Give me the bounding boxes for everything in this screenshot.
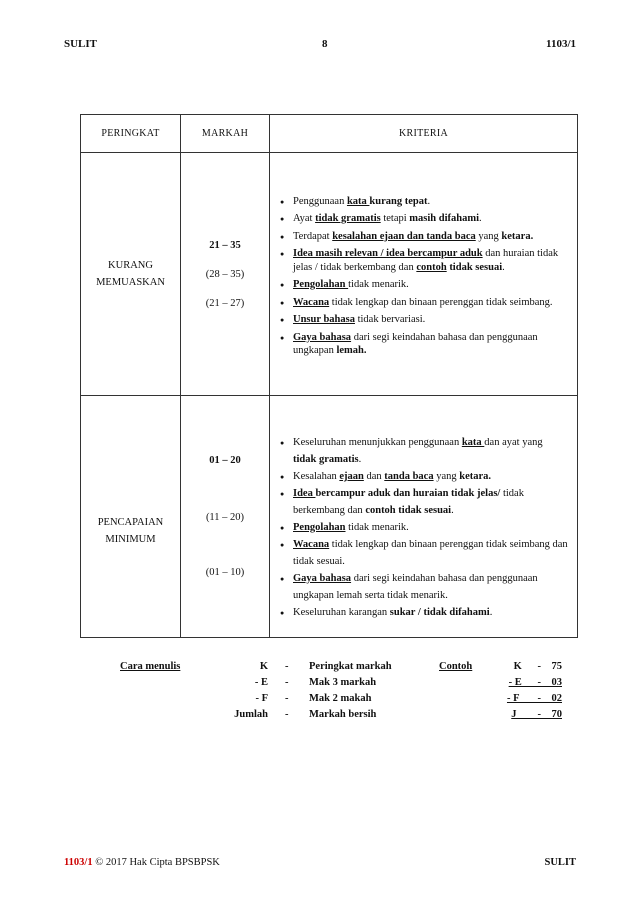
- col-header-peringkat: PERINGKAT: [81, 115, 181, 153]
- kriteria-cell: [270, 153, 578, 396]
- cara-a: - E: [254, 677, 268, 688]
- kriteria-item: [293, 278, 568, 292]
- kriteria-item: [293, 212, 568, 226]
- markah-subrange: (21 – 27): [205, 297, 245, 309]
- table-row: [81, 396, 578, 638]
- cara-b: Mak 2 makah: [309, 693, 372, 704]
- kriteria-text: Penggunaan: [293, 195, 347, 207]
- kriteria-text: contoh tidak sesuai: [365, 505, 452, 516]
- kriteria-text: tidak bervariasi.: [354, 314, 426, 325]
- kriteria-text: Unsur bahasa: [293, 314, 355, 325]
- kriteria-text: contoh: [416, 261, 447, 273]
- peringkat-line: MINIMUM: [105, 533, 156, 545]
- peringkat-cell: [81, 153, 181, 396]
- cara-b: Markah bersih: [309, 709, 377, 720]
- kriteria-text: ejaan: [339, 471, 364, 482]
- markah-subrange: (01 – 10): [205, 567, 245, 578]
- kriteria-text: .: [489, 607, 493, 618]
- kriteria-text: kurang tepat: [369, 195, 428, 207]
- cara-dash: -: [285, 693, 289, 704]
- kriteria-item: [293, 434, 568, 468]
- peringkat-cell: [81, 396, 181, 638]
- kriteria-text: Idea: [293, 488, 316, 499]
- kriteria-cell: [270, 396, 578, 638]
- kriteria-text: Wacana: [293, 539, 330, 550]
- kriteria-text: Pengolahan: [293, 522, 346, 533]
- kriteria-item: [293, 570, 568, 604]
- kriteria-text: dari segi keindahan bahasa dan penggunaan ungkapan lemah serta tidak menarik.: [293, 573, 538, 601]
- kriteria-text: .: [479, 213, 482, 224]
- kriteria-text: ketara.: [459, 471, 492, 482]
- kriteria-text: Kesalahan: [293, 471, 340, 482]
- kriteria-text: kesalahan ejaan dan tanda baca: [332, 230, 476, 242]
- kriteria-item: [293, 195, 568, 209]
- col-header-kriteria: KRITERIA: [270, 115, 578, 153]
- kriteria-text: tidak berkembang dan: [293, 488, 524, 516]
- kriteria-text: .: [358, 454, 362, 465]
- footer-code: 1103/1: [64, 857, 93, 868]
- table-row: [81, 153, 578, 396]
- kriteria-text: tidak menarik.: [348, 279, 409, 290]
- markah-range: 21 – 35: [209, 239, 241, 251]
- kriteria-text: tidak lengkap dan binaan perenggan tidak seimbang dan tidak sesuai.: [293, 539, 568, 567]
- kriteria-text: Ayat: [293, 213, 316, 224]
- cara-a: Jumlah: [234, 709, 268, 720]
- kriteria-text: Terdapat: [293, 230, 333, 242]
- contoh-line: - F - 02: [506, 693, 562, 704]
- kriteria-text: ketara.: [501, 230, 534, 242]
- kriteria-text: tetapi: [380, 213, 410, 224]
- kriteria-text: tidak sesuai: [449, 261, 503, 273]
- cara-dash: -: [285, 709, 289, 720]
- kriteria-item: [293, 604, 568, 621]
- page-number: 8: [322, 38, 328, 50]
- criteria-table: [80, 114, 578, 638]
- kriteria-text: yang: [475, 230, 502, 242]
- kriteria-text: Keseluruhan menunjukkan penggunaan: [293, 437, 462, 448]
- markah-cell: [181, 396, 270, 638]
- kriteria-text: Idea masih relevan / idea bercampur aduk: [293, 248, 483, 259]
- kriteria-item: [293, 485, 568, 519]
- peringkat-line: KURANG: [108, 260, 153, 271]
- kriteria-text: dari segi keindahan bahasa dan penggunaan ungkapan: [293, 331, 538, 356]
- kriteria-text: bercampur aduk dan huraian tidak jelas/: [315, 488, 501, 499]
- cara-dash: -: [285, 677, 289, 688]
- footer-text: © 2017 Hak Cipta BPSBPSK: [92, 857, 220, 868]
- markah-subrange: (11 – 20): [205, 512, 245, 523]
- cara-a: K: [259, 661, 268, 672]
- cara-b: Peringkat markah: [309, 661, 392, 672]
- markah-subrange: (28 – 35): [205, 268, 245, 280]
- kriteria-text: dan huraian tidak jelas / tidak berkembang dan: [293, 248, 559, 273]
- kriteria-list: [271, 187, 576, 358]
- kriteria-item: [293, 230, 568, 244]
- kriteria-list: [271, 412, 576, 621]
- kriteria-item: [293, 468, 568, 485]
- kriteria-text: dan ayat yang: [484, 437, 543, 448]
- kriteria-text: dan: [363, 471, 385, 482]
- peringkat-line: PENCAPAIAN: [97, 516, 164, 528]
- kriteria-text: tidak gramatis: [293, 454, 359, 465]
- contoh-line: J - 70: [511, 709, 562, 720]
- kriteria-text: lemah.: [336, 345, 367, 356]
- kriteria-text: Gaya bahasa: [293, 331, 352, 343]
- kriteria-item: [293, 247, 568, 274]
- cara-b: Mak 3 markah: [309, 677, 377, 688]
- cara-menulis-label: Cara menulis: [120, 661, 181, 672]
- kriteria-text: masih difahami: [409, 213, 480, 224]
- markah-range: 01 – 20: [209, 455, 241, 466]
- kriteria-item: [293, 519, 568, 536]
- kriteria-text: Gaya bahasa: [293, 573, 352, 584]
- kriteria-text: tidak gramatis: [315, 213, 381, 224]
- cara-a: - F: [255, 693, 268, 704]
- contoh-line: - E - 03: [508, 677, 562, 688]
- peringkat-line: MEMUASKAN: [96, 277, 165, 288]
- cara-dash: -: [285, 661, 289, 672]
- kriteria-item: [293, 296, 568, 310]
- kriteria-text: sukar / tidak difahami: [389, 607, 490, 618]
- kriteria-item: [293, 313, 568, 327]
- header-right: 1103/1: [546, 38, 576, 50]
- kriteria-text: tanda baca: [384, 471, 434, 482]
- kriteria-item: [293, 536, 568, 570]
- kriteria-item: [293, 331, 568, 358]
- kriteria-text: tidak menarik.: [345, 522, 409, 533]
- header-left: SULIT: [64, 38, 98, 50]
- kriteria-text: tidak lengkap dan binaan perenggan tidak seimbang.: [329, 296, 553, 308]
- footer-copyright: [64, 857, 220, 868]
- table-header-row: [81, 115, 578, 153]
- kriteria-text: Keseluruhan karangan: [293, 607, 390, 618]
- col-header-markah: MARKAH: [181, 115, 270, 153]
- markah-cell: [181, 153, 270, 396]
- kriteria-text: .: [502, 261, 505, 273]
- footer-right: SULIT: [544, 857, 576, 868]
- kriteria-text: .: [451, 505, 454, 516]
- kriteria-text: Pengolahan: [293, 279, 349, 290]
- kriteria-text: kata: [346, 195, 370, 207]
- kriteria-text: Wacana: [293, 296, 330, 308]
- kriteria-text: yang: [433, 471, 460, 482]
- contoh-line: K - 75: [513, 661, 562, 672]
- kriteria-text: kata: [461, 437, 485, 448]
- contoh-label: Contoh: [439, 661, 473, 672]
- kriteria-text: .: [427, 195, 431, 207]
